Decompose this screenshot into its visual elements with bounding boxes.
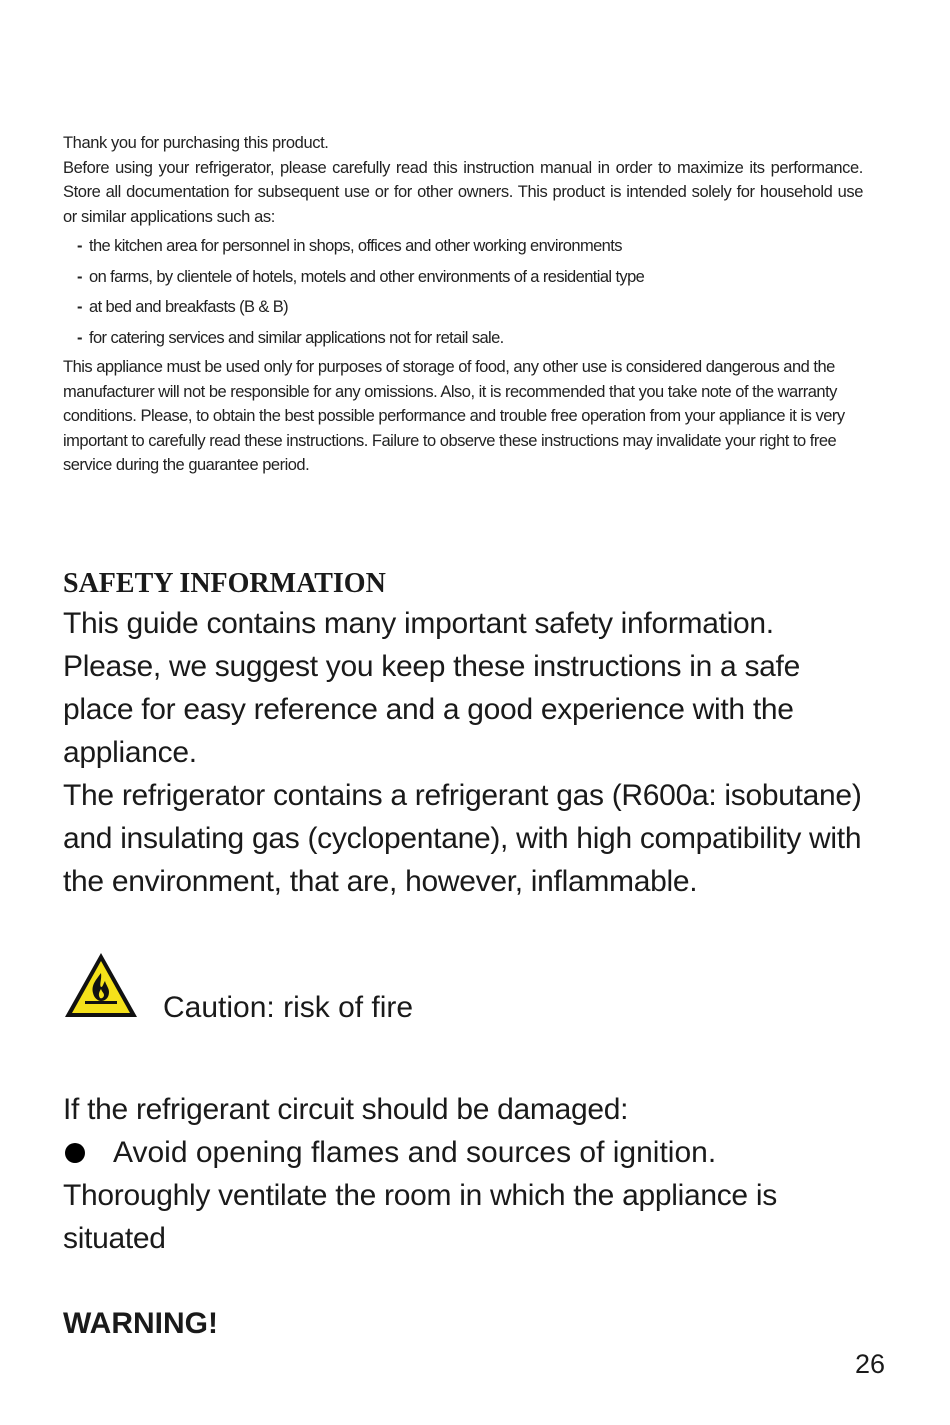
thanks-line: Thank you for purchasing this product.	[63, 134, 329, 152]
intro-paragraph: Before using your refrigerator, please carefully read this instruction manual in order to maximize its performance. Store all documentation for subsequent use or for other owners. This product is intended solely for household use or similar applications such as:	[63, 158, 863, 226]
caution-text: Caution: risk of fire	[163, 991, 414, 1024]
safety-paragraph-guide: This guide contains many important safety information. Please, we suggest you keep these instructions in a safe place for easy reference and a good experience with the appliance.	[63, 607, 800, 769]
safety-heading: SAFETY INFORMATION	[63, 568, 386, 599]
list-item-text: for catering services and similar applications not for retail sale.	[89, 328, 504, 347]
list-item-text: on farms, by clientele of hotels, motels and other environments of a residential type	[89, 267, 645, 286]
list-item	[77, 231, 863, 261]
flammable-warning-icon	[63, 951, 139, 1019]
usage-list	[77, 231, 863, 353]
bullet-item	[63, 1131, 716, 1174]
dash-marker: -	[77, 237, 82, 256]
bullet-icon	[65, 1143, 85, 1163]
safety-paragraph-gas: The refrigerator contains a refrigerant gas (R600a: isobutane) and insulating gas (cyclopentane), with high compatibility with the environment, that are, however, inflammable.	[63, 779, 862, 898]
intro-section	[63, 131, 863, 478]
safety-body	[63, 602, 873, 903]
list-item-text: the kitchen area for personnel in shops, offices and other working environments	[89, 237, 622, 256]
list-item	[77, 292, 863, 322]
warning-heading: WARNING!	[63, 1307, 218, 1340]
dash-marker: -	[77, 267, 82, 286]
list-item-text: at bed and breakfasts (B & B)	[89, 298, 289, 317]
damage-intro: If the refrigerant circuit should be damaged:	[63, 1093, 629, 1126]
list-item	[77, 323, 863, 353]
list-item	[77, 262, 863, 292]
page-number: 26	[855, 1349, 886, 1379]
dash-marker: -	[77, 298, 82, 317]
usage-disclaimer: This appliance must be used only for purposes of storage of food, any other use is considered dangerous and the manufacturer will not be responsible for any omissions. Also, it is recommended that you take note of the warranty conditions. Please, to obtain the best possible performance and trouble free operation from your appliance it is very important to carefully read these instructions. Failure to observe these instructions may invalidate your right to free service during the guarantee period.	[63, 358, 845, 475]
dash-marker: -	[77, 328, 82, 347]
ventilate-text: Thoroughly ventilate the room in which the appliance is situated	[63, 1179, 777, 1255]
bullet-item-text: Avoid opening flames and sources of ignition.	[113, 1136, 717, 1169]
